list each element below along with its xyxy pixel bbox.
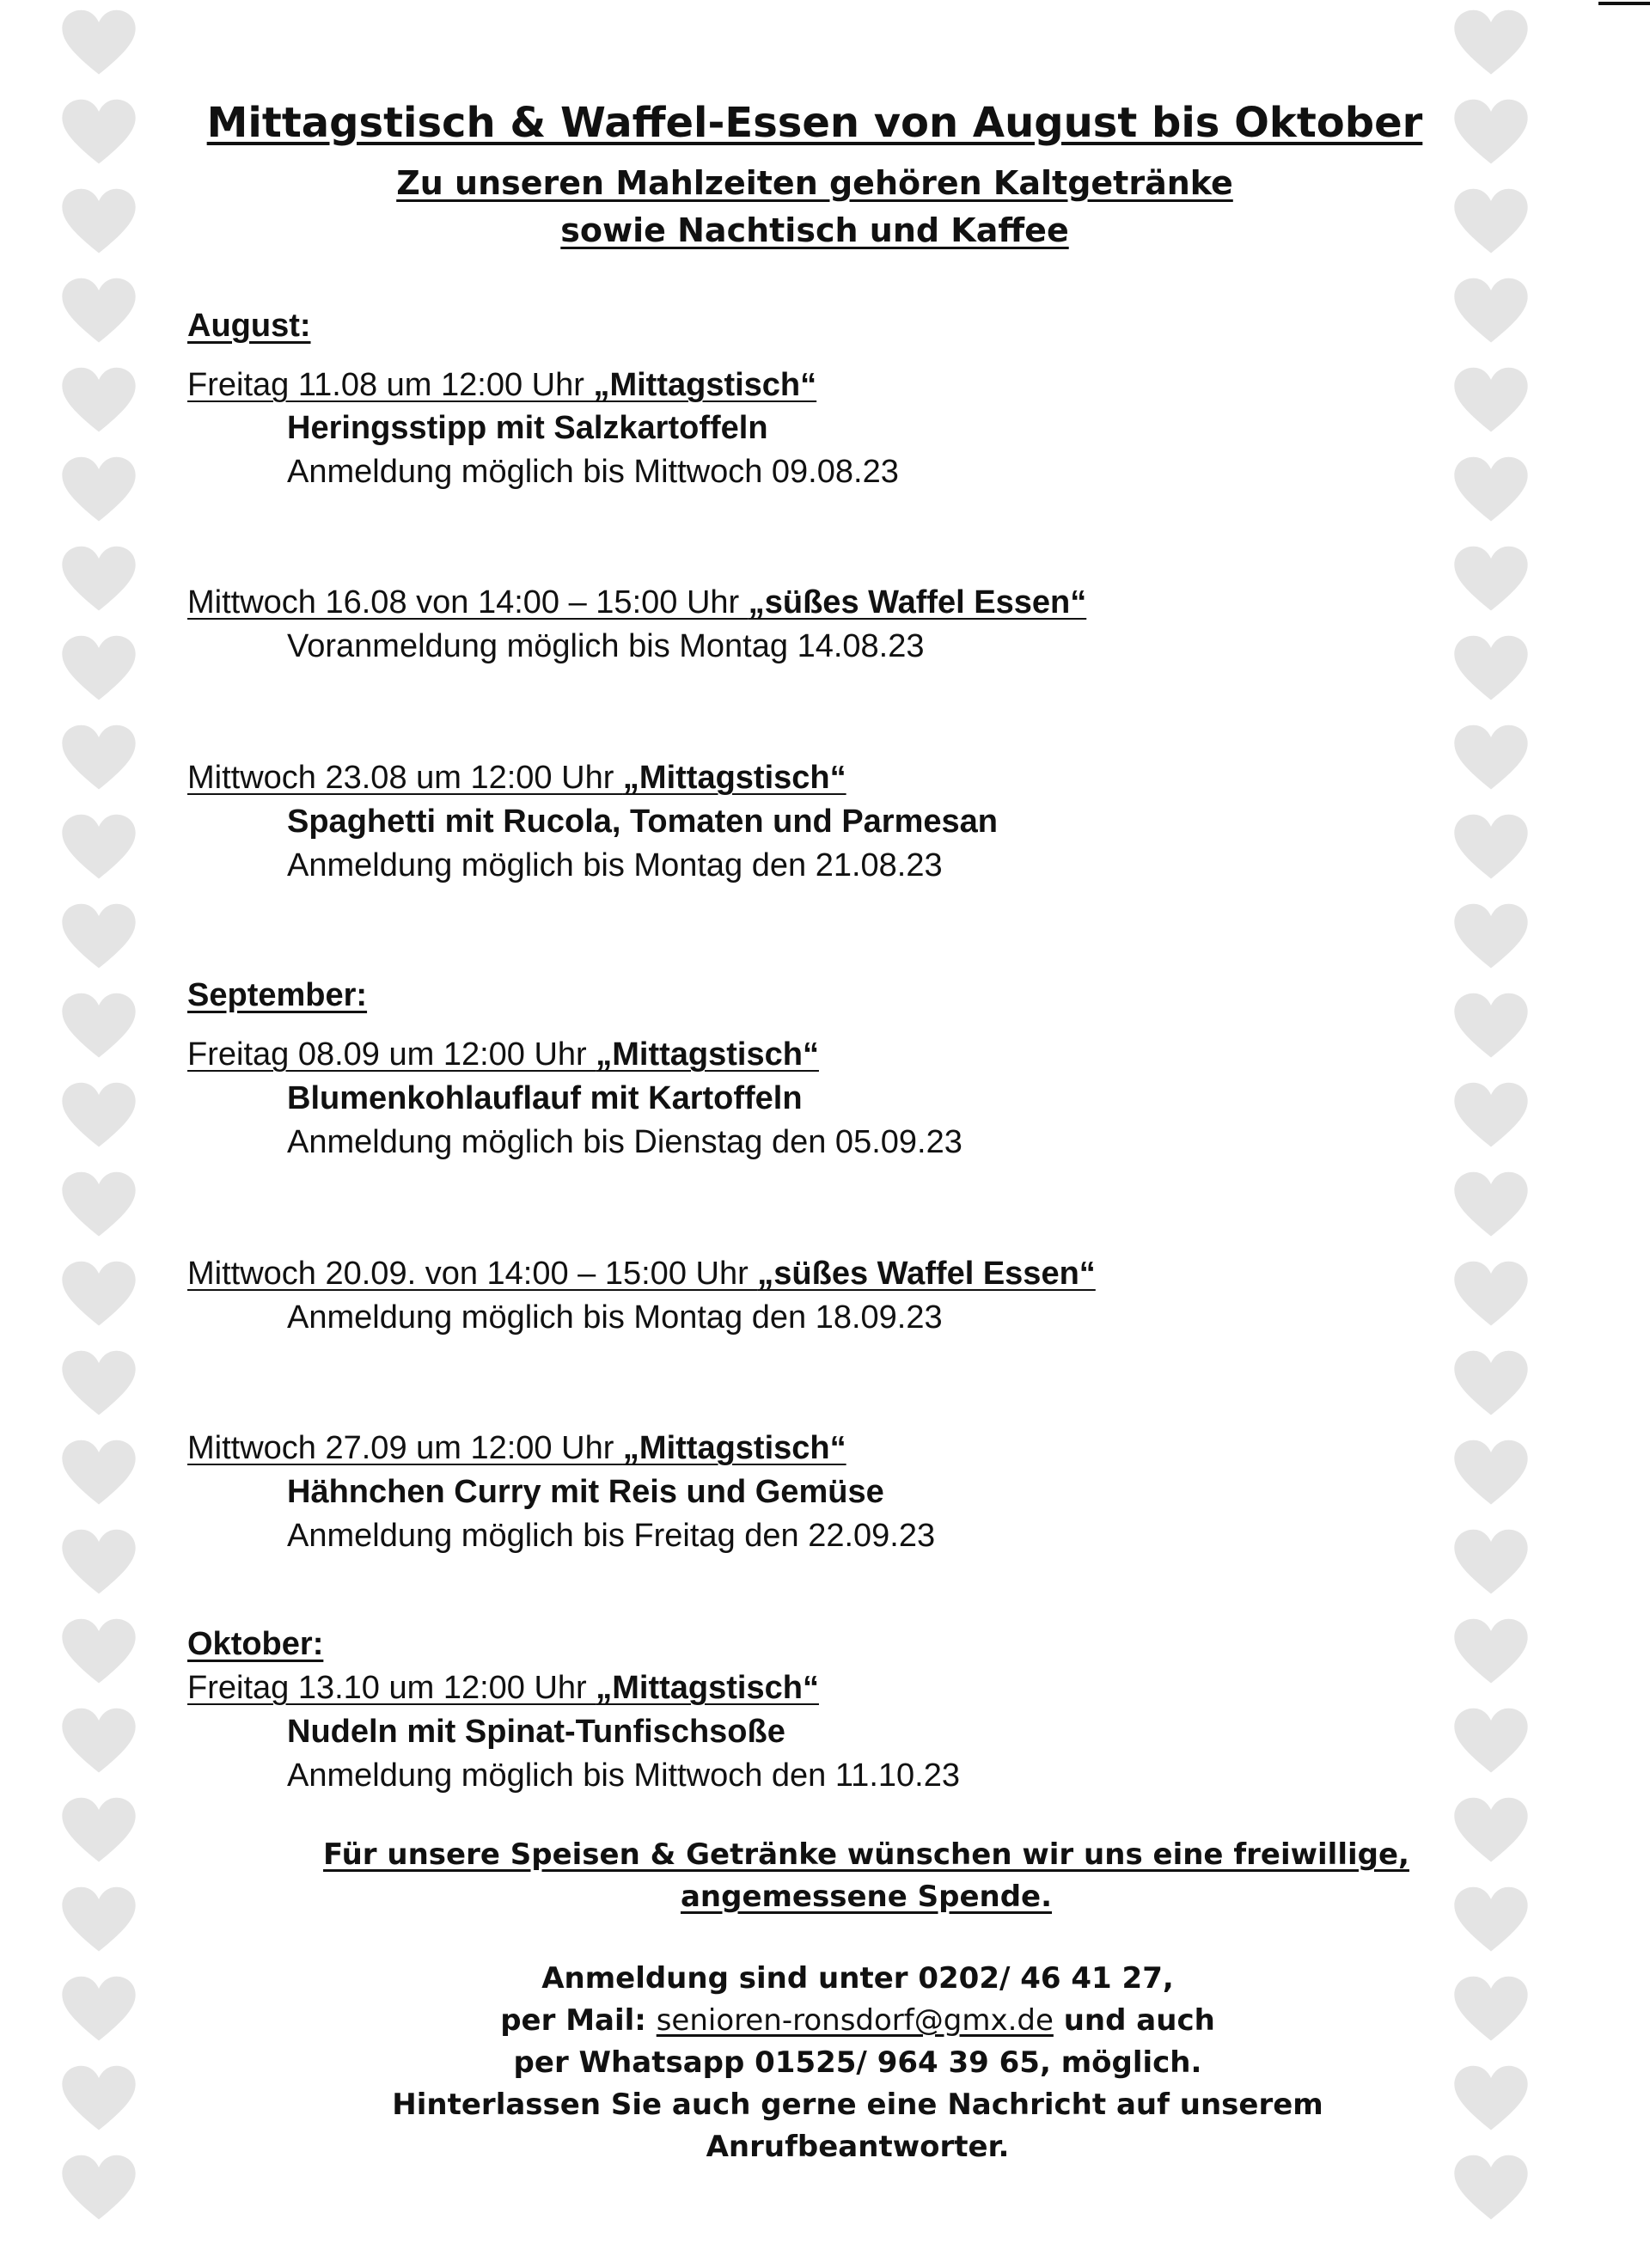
- contact-email-link[interactable]: senioren-ronsdorf@gmx.de: [656, 2003, 1054, 2038]
- heart-icon: [1452, 366, 1530, 435]
- event-4-registration: Anmeldung möglich bis Dienstag den 05.09.23: [287, 1124, 962, 1160]
- heart-icon: [60, 1975, 138, 2044]
- contact-phone-line: Anmeldung sind unter 0202/ 46 41 27,: [541, 1961, 1174, 1996]
- event-7-registration: Anmeldung möglich bis Mittwoch den 11.10.23: [287, 1758, 960, 1794]
- event-4-when: Freitag 08.09 um 12:00 Uhr: [187, 1036, 596, 1073]
- event-6-when: Mittwoch 27.09 um 12:00 Uhr: [187, 1430, 623, 1466]
- event-7-when: Freitag 13.10 um 12:00 Uhr: [187, 1670, 596, 1706]
- event-6-name: „Mittagstisch“: [622, 1430, 846, 1466]
- scan-mark: [1598, 2, 1650, 5]
- event-3-name: „Mittagstisch“: [622, 760, 846, 796]
- heart-icon: [60, 455, 138, 524]
- event-1-registration: Anmeldung möglich bis Mittwoch 09.08.23: [287, 454, 899, 490]
- heart-icon: [1452, 545, 1530, 614]
- event-1-date-line: [187, 367, 816, 404]
- heart-icon: [1452, 1617, 1530, 1686]
- subtitle-line-1: Zu unseren Mahlzeiten gehören Kaltgetränke: [396, 164, 1233, 202]
- heart-icon: [60, 1081, 138, 1150]
- heart-icon: [60, 634, 138, 703]
- month-heading-oktober: Oktober:: [187, 1626, 324, 1662]
- event-6-date-line: [187, 1430, 846, 1467]
- heart-icon: [1452, 992, 1530, 1061]
- heart-icon: [1452, 724, 1530, 792]
- event-5-name: „süßes Waffel Essen“: [757, 1256, 1096, 1292]
- event-4-date-line: [187, 1036, 819, 1073]
- month-heading-september: September:: [187, 977, 368, 1013]
- heart-icon: [60, 813, 138, 882]
- heart-icon: [60, 1349, 138, 1418]
- heart-icon: [60, 902, 138, 971]
- heart-icon: [1452, 1081, 1530, 1150]
- heart-icon: [60, 1171, 138, 1239]
- event-4-dish: Blumenkohlauflauf mit Kartoffeln: [287, 1080, 803, 1116]
- heart-icon: [60, 277, 138, 345]
- heart-icon: [1452, 2154, 1530, 2222]
- heart-icon: [60, 1707, 138, 1776]
- heart-icon: [60, 366, 138, 435]
- event-5-when: Mittwoch 20.09. von 14:00 – 15:00 Uhr: [187, 1256, 758, 1292]
- donation-note-line-2: angemessene Spende.: [680, 1880, 1053, 1914]
- event-7-dish: Nudeln mit Spinat-Tunfischsoße: [287, 1714, 785, 1750]
- heart-icon: [1452, 98, 1530, 167]
- event-1-when: Freitag 11.08 um 12:00 Uhr: [187, 367, 594, 403]
- heart-icon: [60, 98, 138, 167]
- month-heading-august: August:: [187, 308, 311, 344]
- event-1-name: „Mittagstisch“: [593, 367, 817, 403]
- heart-icon: [1452, 1528, 1530, 1597]
- heart-icon: [60, 2064, 138, 2133]
- event-7-name: „Mittagstisch“: [596, 1670, 819, 1706]
- contact-mail-line: [187, 2003, 1528, 2038]
- heart-icon: [60, 1796, 138, 1865]
- event-2-when: Mittwoch 16.08 von 14:00 – 15:00 Uhr: [187, 584, 749, 620]
- event-2-date-line: [187, 584, 1086, 621]
- heart-icon: [1452, 9, 1530, 77]
- heart-icon: [1452, 634, 1530, 703]
- event-6-dish: Hähnchen Curry mit Reis und Gemüse: [287, 1474, 884, 1510]
- heart-icon: [1452, 1349, 1530, 1418]
- heart-icon: [1452, 455, 1530, 524]
- event-3-date-line: [187, 760, 846, 797]
- event-3-when: Mittwoch 23.08 um 12:00 Uhr: [187, 760, 623, 796]
- event-4-name: „Mittagstisch“: [596, 1036, 819, 1073]
- event-1-dish: Heringsstipp mit Salzkartoffeln: [287, 410, 768, 446]
- heart-icon: [1452, 187, 1530, 256]
- event-3-dish: Spaghetti mit Rucola, Tomaten und Parmesan: [287, 804, 998, 840]
- event-5-date-line: [187, 1256, 1096, 1293]
- contact-mail-prefix: per Mail:: [500, 2003, 657, 2038]
- event-5-registration: Anmeldung möglich bis Montag den 18.09.23: [287, 1299, 943, 1336]
- donation-note-line-1: Für unsere Speisen & Getränke wünschen wir uns eine freiwillige,: [323, 1837, 1409, 1872]
- event-3-registration: Anmeldung möglich bis Montag den 21.08.23: [287, 847, 943, 883]
- contact-answering-machine-line: Anrufbeantworter.: [706, 2130, 1010, 2164]
- heart-icon: [1452, 1439, 1530, 1507]
- heart-icon: [1452, 813, 1530, 882]
- heart-icon: [60, 1617, 138, 1686]
- heart-icon: [1452, 1707, 1530, 1776]
- heart-icon: [60, 2154, 138, 2222]
- right-heart-border: [1452, 9, 1555, 2259]
- event-2-registration: Voranmeldung möglich bis Montag 14.08.23: [287, 628, 925, 664]
- heart-icon: [60, 1886, 138, 1954]
- left-heart-border: [60, 9, 163, 2259]
- heart-icon: [60, 9, 138, 77]
- heart-icon: [1452, 1171, 1530, 1239]
- heart-icon: [1452, 902, 1530, 971]
- heart-icon: [60, 1528, 138, 1597]
- contact-message-line: Hinterlassen Sie auch gerne eine Nachricht auf unserem: [392, 2088, 1323, 2122]
- subtitle-line-2: sowie Nachtisch und Kaffee: [560, 211, 1069, 249]
- contact-whatsapp-line: per Whatsapp 01525/ 964 39 65, möglich.: [513, 2045, 1202, 2080]
- heart-icon: [60, 1439, 138, 1507]
- heart-icon: [60, 187, 138, 256]
- event-7-date-line: [187, 1670, 819, 1707]
- heart-icon: [60, 545, 138, 614]
- event-6-registration: Anmeldung möglich bis Freitag den 22.09.23: [287, 1518, 936, 1554]
- heart-icon: [60, 992, 138, 1061]
- page-title: Mittagstisch & Waffel-Essen von August bis Oktober: [206, 99, 1423, 147]
- event-2-name: „süßes Waffel Essen“: [748, 584, 1087, 620]
- contact-mail-suffix: und auch: [1053, 2003, 1215, 2038]
- heart-icon: [1452, 277, 1530, 345]
- heart-icon: [60, 724, 138, 792]
- heart-icon: [1452, 1260, 1530, 1329]
- heart-icon: [60, 1260, 138, 1329]
